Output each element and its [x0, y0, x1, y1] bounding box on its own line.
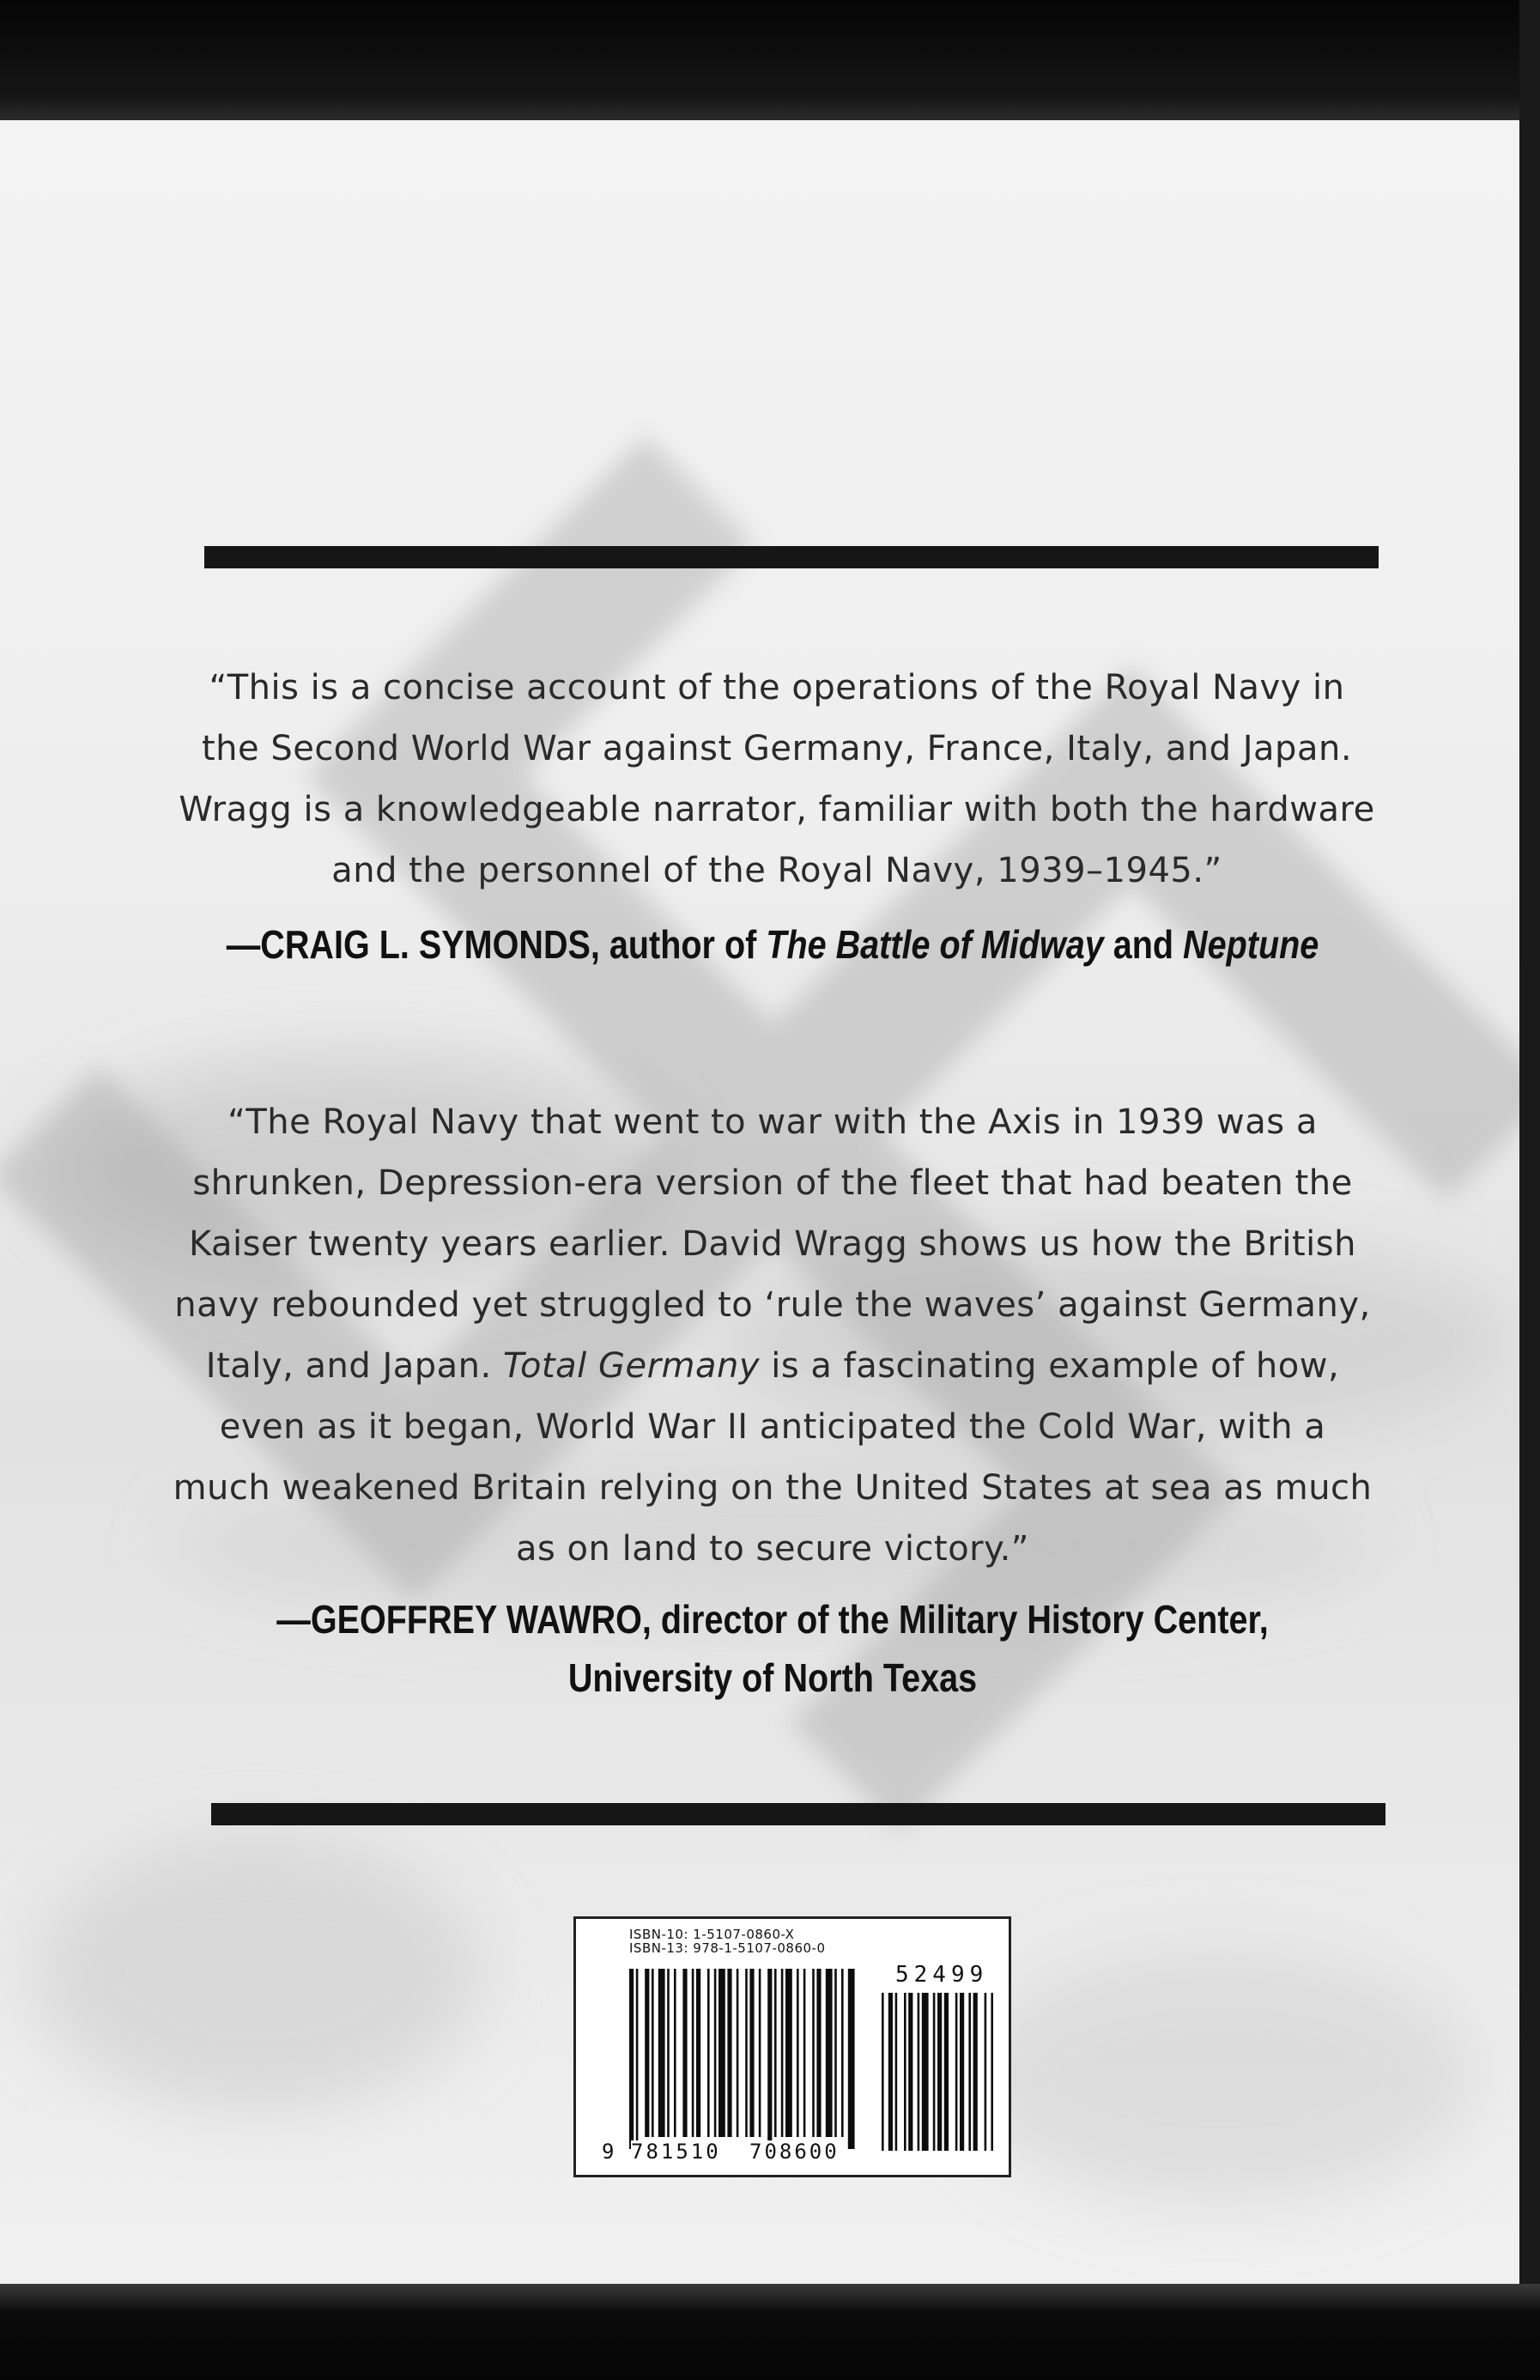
barcode-digits-right: 708600 — [749, 2140, 840, 2164]
barcode-bar — [682, 1969, 687, 2137]
barcode-bar — [696, 1969, 700, 2137]
barcode-bar — [922, 1993, 929, 2151]
quote-line: “This is a concise account of the operations of the Royal Navy in — [209, 668, 1345, 707]
top-divider-rule — [204, 546, 1379, 568]
quote-line: even as it began, World War II anticipated the Cold War, with a — [219, 1407, 1326, 1447]
barcode-bar — [973, 1993, 978, 2151]
barcode-bar — [834, 1969, 837, 2137]
attribution-line: University of North Texas — [567, 1655, 978, 1700]
book-title: The Battle of Midway — [766, 922, 1104, 967]
isbn-barcode — [573, 1916, 1011, 2177]
barcode-bar — [749, 1969, 754, 2137]
attribution-joiner: and — [1103, 922, 1184, 967]
barcode-bar — [674, 1969, 676, 2137]
barcode-bar — [652, 1969, 654, 2137]
quote-line: and the personnel of the Royal Navy, 1939–1945.” — [331, 851, 1222, 890]
barcode-bar — [895, 1993, 898, 2151]
barcode-bar — [658, 1969, 665, 2137]
quote-wawro — [129, 1092, 1416, 1580]
barcode-bar — [985, 1993, 987, 2151]
barcode-digits-left: 781510 — [631, 2140, 721, 2164]
barcode-bar — [692, 1969, 694, 2137]
bottom-dark-band — [0, 2284, 1540, 2380]
barcode-bar — [991, 1993, 993, 2151]
isbn-10: ISBN-10: 1-5107-0860-X — [629, 1927, 795, 1942]
quote-line — [129, 1336, 1416, 1397]
barcode-bar — [968, 1993, 971, 2151]
quote-symonds — [146, 658, 1408, 902]
quote-line: much weakened Britain relying on the United States at sea as much — [173, 1468, 1373, 1508]
barcode-bar — [785, 1969, 792, 2137]
quote-line: Wragg is a knowledgeable narrator, familiar with both the hardware — [179, 790, 1375, 829]
barcode-bar — [781, 1969, 784, 2137]
barcode-bar — [759, 1969, 761, 2137]
barcode-bar — [937, 1993, 942, 2151]
attribution-line: —GEOFFREY WAWRO, director of the Military History Center, — [276, 1597, 1269, 1642]
barcode-bar — [955, 1993, 958, 2151]
barcode-bar — [718, 1969, 725, 2137]
barcode-bar — [888, 1993, 893, 2151]
barcode-bar — [918, 1993, 920, 2151]
quote-line: shrunken, Depression-era version of the fleet that had beaten the — [192, 1163, 1353, 1203]
barcode-bar — [745, 1969, 748, 2137]
barcode-bar — [767, 1969, 772, 2149]
quote-line: the Second World War against Germany, France, Italy, and Japan. — [201, 729, 1353, 768]
barcode-bar — [667, 1969, 670, 2137]
attribution-wawro — [182, 1590, 1363, 1707]
barcode-bar — [636, 1969, 639, 2149]
attribution-symonds — [167, 915, 1378, 974]
barcode-bar — [904, 1993, 906, 2151]
quote-text: Italy, and Japan. — [205, 1346, 503, 1386]
right-edge-shadow — [1519, 0, 1540, 2380]
barcode-bar — [645, 1969, 649, 2137]
quote-line: navy rebounded yet struggled to ‘rule the waves’ against Germany, — [174, 1285, 1371, 1325]
barcode-bar — [714, 1969, 717, 2137]
attribution-name: —CRAIG L. SYMONDS, author of — [226, 922, 767, 967]
barcode-bar — [707, 1969, 710, 2137]
barcode-bar — [944, 1993, 949, 2151]
barcode-bar — [803, 1969, 806, 2137]
barcode-bar — [848, 1969, 855, 2149]
barcode-bar — [826, 1969, 833, 2137]
price-code: 52499 — [895, 1962, 989, 1988]
top-dark-band — [0, 0, 1540, 120]
book-title: Neptune — [1183, 922, 1319, 967]
bottom-divider-rule — [211, 1803, 1385, 1825]
barcode-bars — [576, 1919, 1009, 2175]
quote-text: is a fascinating example of how, — [760, 1346, 1340, 1386]
barcode-bar — [629, 1969, 634, 2149]
quote-line: as on land to secure victory.” — [515, 1529, 1030, 1569]
barcode-bar — [882, 1993, 884, 2151]
barcode-bar — [774, 1969, 777, 2137]
barcode-bar — [933, 1993, 936, 2151]
barcode-bar — [908, 1993, 912, 2151]
isbn-13: ISBN-13: 978-1-5107-0860-0 — [629, 1940, 826, 1956]
barcode-bar — [816, 1969, 821, 2137]
quote-line: “The Royal Navy that went to war with the Axis in 1939 was a — [227, 1102, 1318, 1142]
book-title: Total Germany — [502, 1346, 761, 1386]
barcode-bar — [841, 1969, 844, 2137]
barcode-bar — [727, 1969, 731, 2137]
barcode-bar — [797, 1969, 799, 2137]
barcode-bar — [960, 1993, 964, 2151]
barcode-digit-first: 9 — [602, 2140, 617, 2164]
barcode-bar — [737, 1969, 739, 2137]
barcode-bar — [812, 1969, 815, 2137]
quote-line: Kaiser twenty years earlier. David Wragg shows us how the British — [189, 1224, 1356, 1264]
